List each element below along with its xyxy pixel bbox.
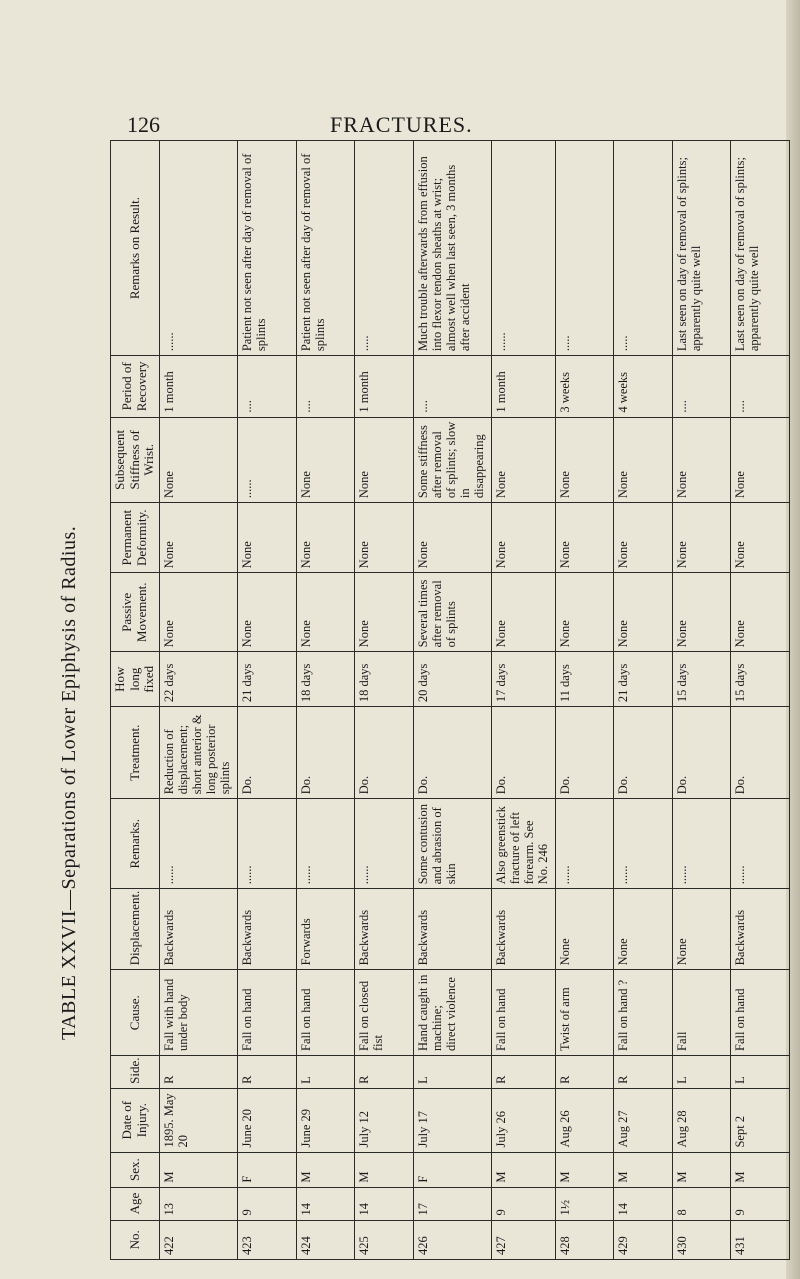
cell-age: 9 [238, 1187, 297, 1220]
cell-deformity: None [492, 503, 556, 573]
cell-date: 1895. May 20 [159, 1088, 237, 1152]
col-header-no: No. [111, 1220, 160, 1259]
cell-remarks: ...... [731, 799, 790, 889]
cell-sex: M [355, 1152, 414, 1187]
table-row [614, 141, 673, 1260]
cell-passive: None [355, 573, 414, 652]
cell-passive: None [159, 573, 237, 652]
cell-date: July 17 [413, 1088, 491, 1152]
cell-deformity: None [672, 503, 731, 573]
cell-stiffness: None [731, 417, 790, 503]
cell-cause: Hand caught in machine; direct violence [413, 970, 491, 1056]
cell-displacement: None [672, 889, 731, 970]
table-row [672, 141, 731, 1260]
cell-deformity: None [413, 503, 491, 573]
cell-side: R [492, 1055, 556, 1088]
col-header-sex: Sex. [111, 1152, 160, 1187]
cell-displacement: None [614, 889, 673, 970]
cell-passive: None [492, 573, 556, 652]
cell-no: 427 [492, 1220, 556, 1259]
cell-recovery: .... [238, 356, 297, 417]
cell-sex: M [296, 1152, 355, 1187]
cell-deformity: None [731, 503, 790, 573]
cell-result: Last seen on day of removal of splints; apparently quite well [672, 141, 731, 356]
cell-date: June 20 [238, 1088, 297, 1152]
table-row [159, 141, 237, 1260]
table-row [238, 141, 297, 1260]
cell-stiffness: None [159, 417, 237, 503]
cell-remarks: Some contusion and abrasion of skin [413, 799, 491, 889]
cell-treatment: Do. [296, 707, 355, 799]
cell-passive: None [614, 573, 673, 652]
cell-deformity: None [159, 503, 237, 573]
cell-side: L [296, 1055, 355, 1088]
cell-cause: Fall on hand [492, 970, 556, 1056]
cell-date: July 26 [492, 1088, 556, 1152]
cell-cause: Fall on hand [731, 970, 790, 1056]
cell-result: Much trouble afterwards from effusion into flexor tendon sheaths at wrist; almost well when last seen, 3 months after accident [413, 141, 491, 356]
cell-result: ..... [614, 141, 673, 356]
cell-cause: Fall [672, 970, 731, 1056]
cell-displacement: Backwards [731, 889, 790, 970]
table-row [296, 141, 355, 1260]
col-header-passive: Passive Movement. [111, 573, 160, 652]
table-frame [110, 140, 790, 1260]
table-title: TABLE XXVII—Separations of Lower Epiphysis of Radius. [58, 525, 80, 1040]
cell-date: Sept 2 [731, 1088, 790, 1152]
cell-age: 17 [413, 1187, 491, 1220]
cell-treatment: Do. [355, 707, 414, 799]
cell-sex: F [413, 1152, 491, 1187]
rotated-table-container [110, 140, 790, 1260]
cell-treatment: Do. [731, 707, 790, 799]
cell-age: 9 [731, 1187, 790, 1220]
cell-side: R [614, 1055, 673, 1088]
cell-stiffness: ...... [238, 417, 297, 503]
cell-fixed: 21 days [614, 652, 673, 707]
cell-date: June 29 [296, 1088, 355, 1152]
col-header-displacement: Displacement. [111, 889, 160, 970]
cell-passive: None [672, 573, 731, 652]
cell-no: 422 [159, 1220, 237, 1259]
cell-side: R [238, 1055, 297, 1088]
cell-recovery: 4 weeks [614, 356, 673, 417]
cell-age: 14 [614, 1187, 673, 1220]
page-number: 126 [127, 112, 160, 137]
cell-displacement: Backwards [355, 889, 414, 970]
cell-deformity: None [238, 503, 297, 573]
cell-no: 423 [238, 1220, 297, 1259]
cell-treatment: Do. [614, 707, 673, 799]
cell-sex: M [614, 1152, 673, 1187]
cell-date: July 12 [355, 1088, 414, 1152]
cell-fixed: 17 days [492, 652, 556, 707]
cell-no: 431 [731, 1220, 790, 1259]
cell-sex: F [238, 1152, 297, 1187]
cell-fixed: 22 days [159, 652, 237, 707]
table-row [355, 141, 414, 1260]
fractures-table [110, 140, 790, 1260]
cell-side: L [731, 1055, 790, 1088]
cell-fixed: 21 days [238, 652, 297, 707]
cell-age: 13 [159, 1187, 237, 1220]
cell-no: 428 [555, 1220, 614, 1259]
cell-stiffness: None [355, 417, 414, 503]
cell-recovery: .... [731, 356, 790, 417]
cell-treatment: Reduction of displacement; short anterior & long posterior splints [159, 707, 237, 799]
cell-fixed: 20 days [413, 652, 491, 707]
cell-age: 14 [296, 1187, 355, 1220]
table-header-row [111, 141, 160, 1260]
cell-recovery: 3 weeks [555, 356, 614, 417]
cell-remarks: ...... [614, 799, 673, 889]
cell-side: R [555, 1055, 614, 1088]
cell-stiffness: Some stiffness after removal of splints; slow in disappearing [413, 417, 491, 503]
cell-recovery: .... [672, 356, 731, 417]
cell-deformity: None [555, 503, 614, 573]
cell-date: Aug 28 [672, 1088, 731, 1152]
cell-treatment: Do. [672, 707, 731, 799]
cell-age: 8 [672, 1187, 731, 1220]
cell-remarks: ...... [355, 799, 414, 889]
cell-sex: M [555, 1152, 614, 1187]
cell-displacement: None [555, 889, 614, 970]
cell-date: Aug 27 [614, 1088, 673, 1152]
cell-passive: None [555, 573, 614, 652]
cell-recovery: 1 month [492, 356, 556, 417]
cell-cause: Fall on closed fist [355, 970, 414, 1056]
col-header-date: Date of Injury. [111, 1088, 160, 1152]
cell-result: ...... [159, 141, 237, 356]
cell-passive: None [238, 573, 297, 652]
cell-displacement: Backwards [159, 889, 237, 970]
cell-cause: Fall on hand [238, 970, 297, 1056]
col-header-remarks: Remarks. [111, 799, 160, 889]
cell-remarks: ...... [555, 799, 614, 889]
col-header-side: Side. [111, 1055, 160, 1088]
cell-age: 9 [492, 1187, 556, 1220]
cell-sex: M [159, 1152, 237, 1187]
col-header-age: Age [111, 1187, 160, 1220]
cell-age: 1½ [555, 1187, 614, 1220]
cell-result: Patient not seen after day of removal of splints [238, 141, 297, 356]
cell-result: Patient not seen after day of removal of splints [296, 141, 355, 356]
cell-no: 429 [614, 1220, 673, 1259]
table-body [159, 141, 789, 1260]
cell-no: 425 [355, 1220, 414, 1259]
col-header-result: Remarks on Result. [111, 141, 160, 356]
cell-result: Last seen on day of removal of splints; apparently quite well [731, 141, 790, 356]
cell-cause: Twist of arm [555, 970, 614, 1056]
cell-side: R [355, 1055, 414, 1088]
col-header-recovery: Period of Recovery [111, 356, 160, 417]
cell-recovery: .... [296, 356, 355, 417]
cell-sex: M [672, 1152, 731, 1187]
cell-recovery: .... [413, 356, 491, 417]
cell-recovery: 1 month [159, 356, 237, 417]
table-row [731, 141, 790, 1260]
cell-no: 424 [296, 1220, 355, 1259]
cell-fixed: 15 days [731, 652, 790, 707]
table-row [413, 141, 491, 1260]
cell-side: L [672, 1055, 731, 1088]
cell-result: ..... [355, 141, 414, 356]
cell-remarks: ...... [159, 799, 237, 889]
cell-fixed: 18 days [296, 652, 355, 707]
cell-treatment: Do. [413, 707, 491, 799]
cell-deformity: None [296, 503, 355, 573]
running-head: FRACTURES. [330, 112, 473, 137]
cell-passive: None [296, 573, 355, 652]
cell-sex: M [492, 1152, 556, 1187]
cell-stiffness: None [672, 417, 731, 503]
col-header-treatment: Treatment. [111, 707, 160, 799]
cell-side: R [159, 1055, 237, 1088]
cell-stiffness: None [296, 417, 355, 503]
cell-passive: None [731, 573, 790, 652]
cell-age: 14 [355, 1187, 414, 1220]
cell-displacement: Backwards [492, 889, 556, 970]
cell-fixed: 11 days [555, 652, 614, 707]
cell-side: L [413, 1055, 491, 1088]
cell-no: 430 [672, 1220, 731, 1259]
cell-remarks: ...... [296, 799, 355, 889]
cell-result: ...... [492, 141, 556, 356]
cell-result: ..... [555, 141, 614, 356]
table-row [492, 141, 556, 1260]
col-header-cause: Cause. [111, 970, 160, 1056]
cell-fixed: 15 days [672, 652, 731, 707]
cell-displacement: Backwards [413, 889, 491, 970]
cell-fixed: 18 days [355, 652, 414, 707]
cell-displacement: Forwards [296, 889, 355, 970]
cell-stiffness: None [555, 417, 614, 503]
col-header-deformity: Permanent Deformity. [111, 503, 160, 573]
cell-passive: Several times after removal of splints [413, 573, 491, 652]
cell-remarks: Also greenstick fracture of left forearm. See No. 246 [492, 799, 556, 889]
cell-recovery: 1 month [355, 356, 414, 417]
cell-deformity: None [614, 503, 673, 573]
cell-remarks: ...... [672, 799, 731, 889]
cell-stiffness: None [614, 417, 673, 503]
cell-cause: Fall on hand ? [614, 970, 673, 1056]
table-row [555, 141, 614, 1260]
cell-cause: Fall on hand [296, 970, 355, 1056]
cell-treatment: Do. [238, 707, 297, 799]
cell-displacement: Backwards [238, 889, 297, 970]
cell-deformity: None [355, 503, 414, 573]
cell-stiffness: None [492, 417, 556, 503]
cell-remarks: ...... [238, 799, 297, 889]
cell-cause: Fall with hand under body [159, 970, 237, 1056]
cell-date: Aug 26 [555, 1088, 614, 1152]
cell-treatment: Do. [492, 707, 556, 799]
col-header-fixed: How long fixed [111, 652, 160, 707]
cell-sex: M [731, 1152, 790, 1187]
cell-treatment: Do. [555, 707, 614, 799]
col-header-stiffness: Subsequent Stiffness of Wrist. [111, 417, 160, 503]
cell-no: 426 [413, 1220, 491, 1259]
